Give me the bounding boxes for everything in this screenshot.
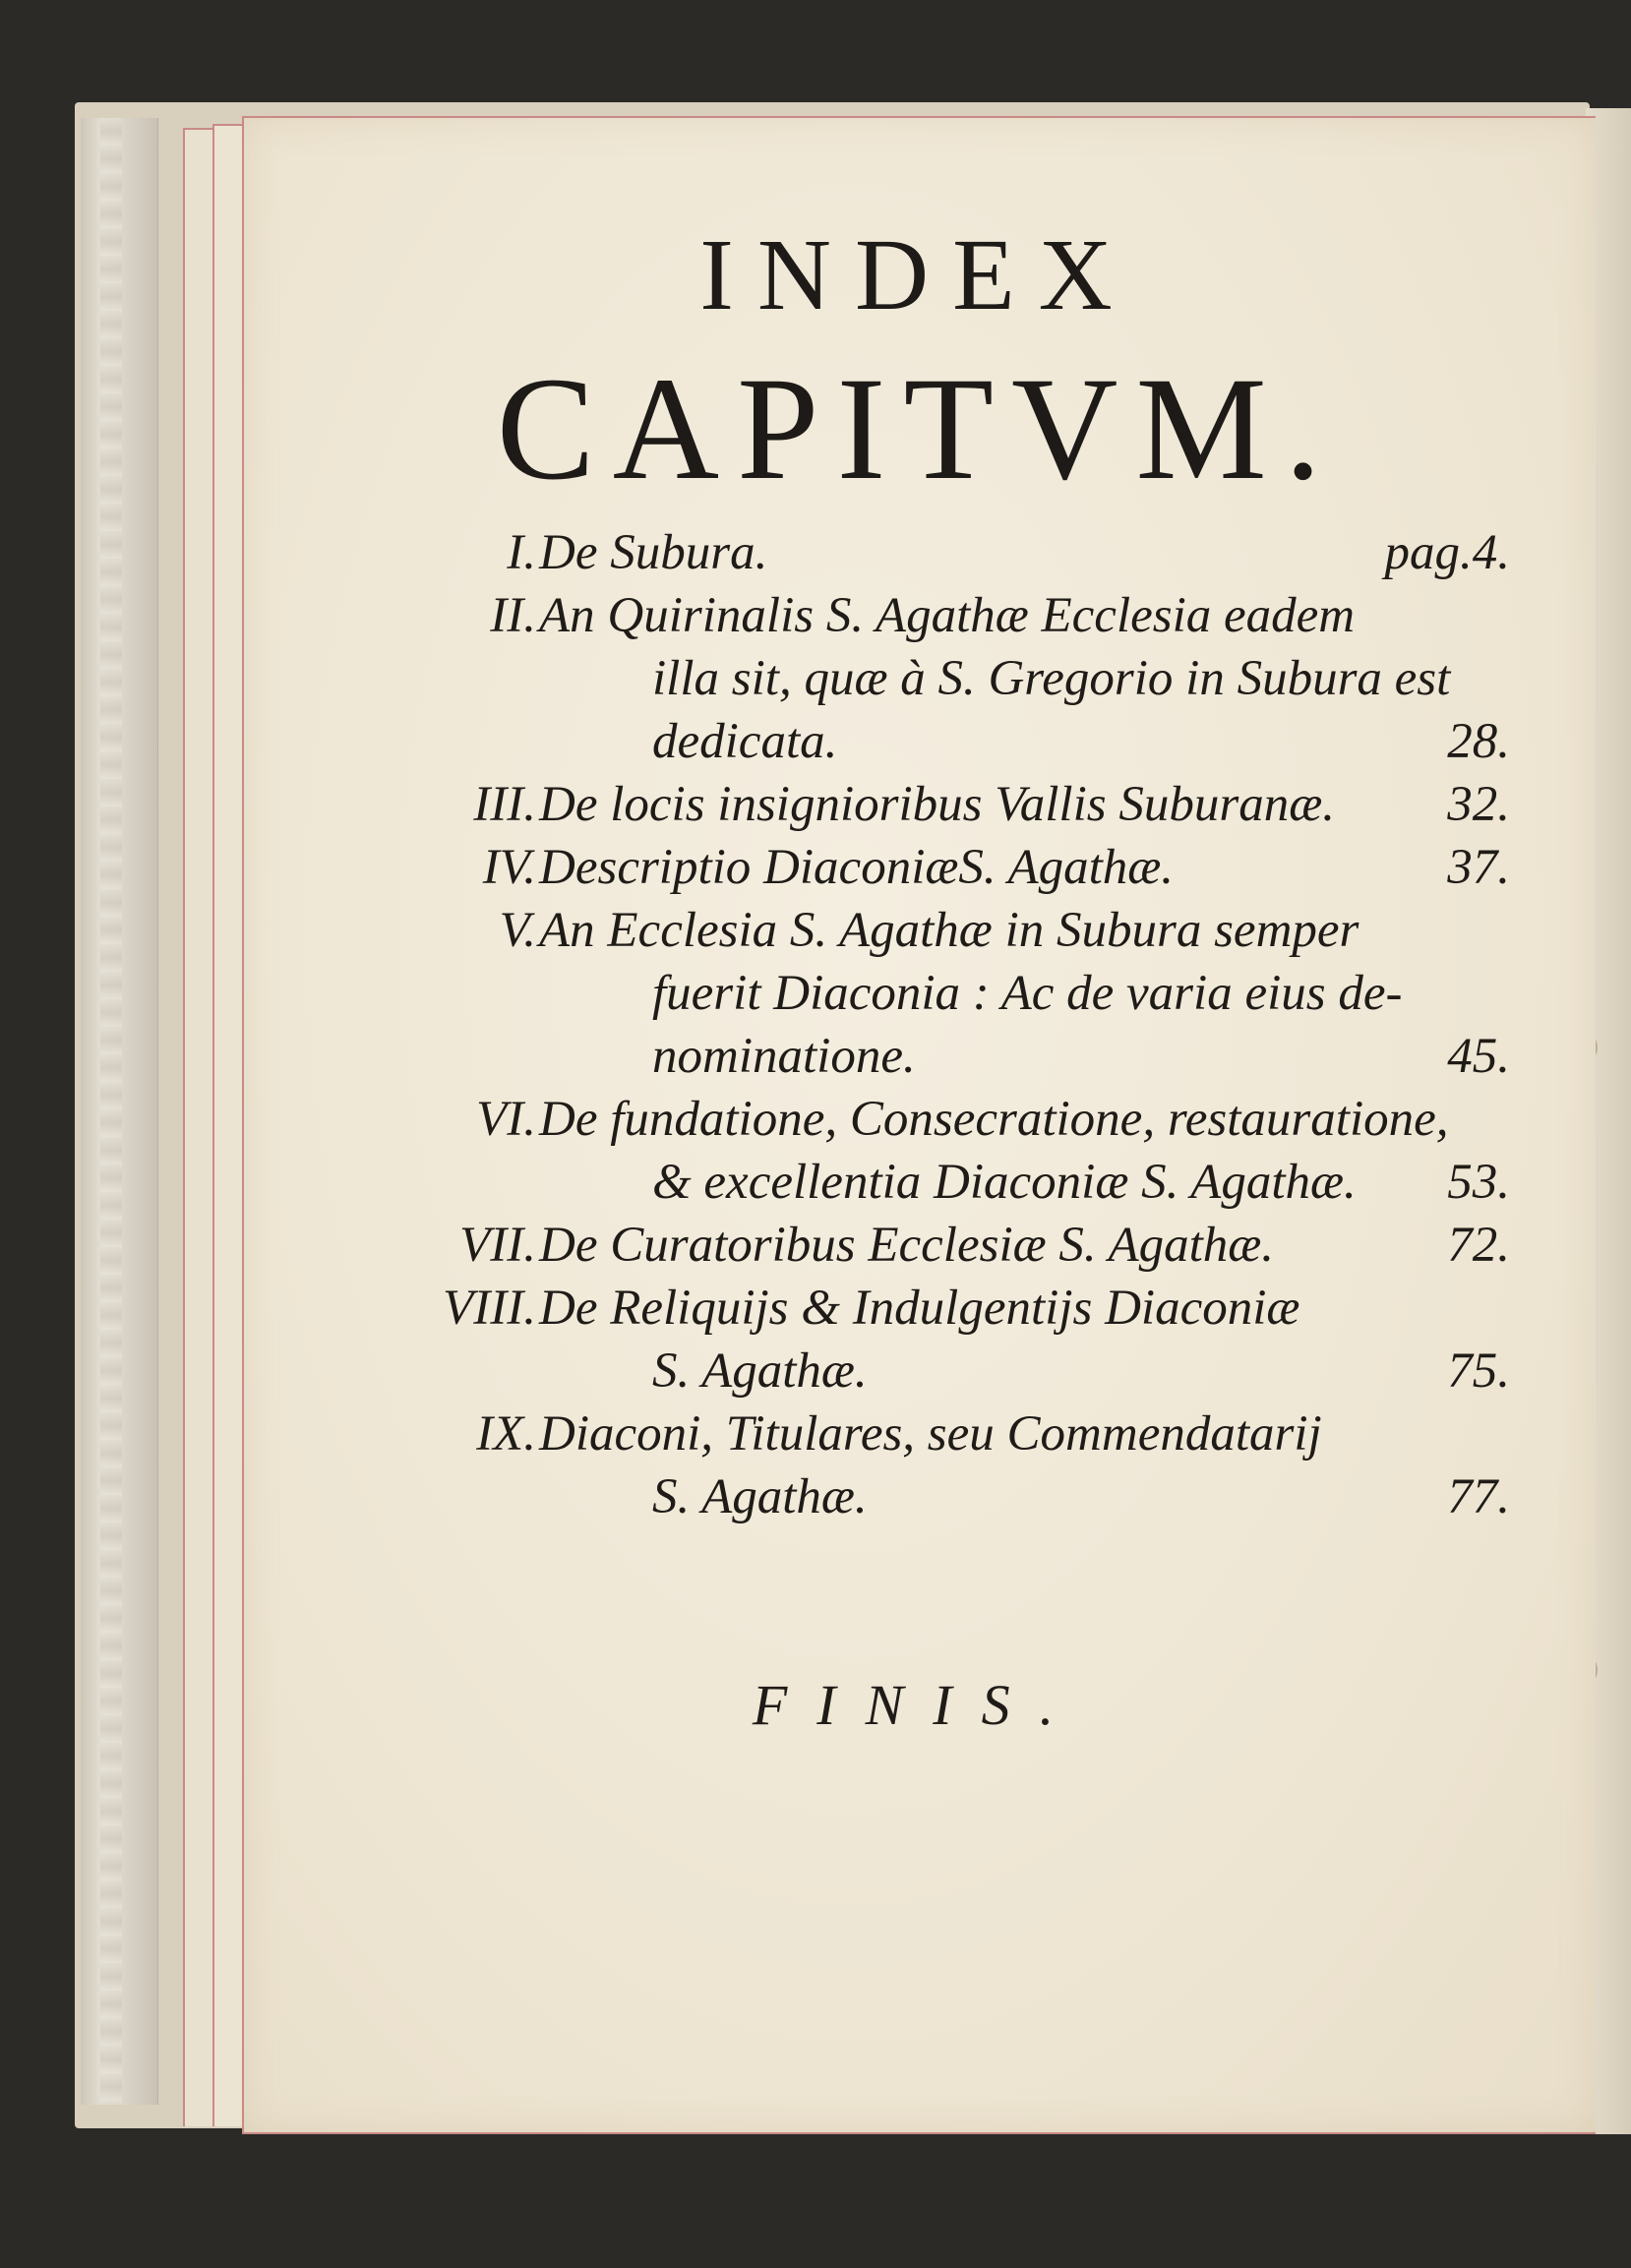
page-subtitle: CAPITVM. (496, 347, 1340, 510)
chapter-number: V. (499, 903, 536, 958)
chapter-title-line: An Quirinalis S. Agathæ Ecclesia eadem (539, 588, 1356, 643)
toc-line (423, 1403, 1510, 1465)
chapter-title-line: De fundatione, Consecratione, restauratione, (539, 1092, 1449, 1147)
chapter-title-line: illa sit, quæ à S. Gregorio in Subura est (652, 651, 1451, 706)
toc-line (423, 899, 1510, 962)
chapter-number: VI. (476, 1092, 536, 1147)
finis-text: FINIS. (752, 1673, 1084, 1737)
page-title: INDEX (699, 218, 1136, 331)
chapter-title-line: De Reliquijs & Indulgentijs Diaconiæ (539, 1281, 1300, 1336)
folded-spine-margin (81, 118, 158, 2105)
chapter-title-line: Diaconi, Titulares, seu Commendatarij (539, 1406, 1322, 1462)
chapter-title-line: De Subura. (539, 525, 768, 580)
chapter-title-line: fuerit Diaconia : Ac de varia eius de- (652, 966, 1403, 1021)
page-number: 37. (1447, 840, 1510, 895)
toc-line (423, 584, 1510, 647)
table-of-contents (423, 521, 1510, 1528)
chapter-title-line: S. Agathæ. (652, 1469, 868, 1524)
toc-line (423, 1277, 1510, 1340)
page-number: 72. (1447, 1218, 1510, 1273)
toc-line (423, 962, 1510, 1025)
page-number: 75. (1447, 1343, 1510, 1399)
toc-line (423, 1151, 1510, 1214)
chapter-title-line: De locis insignioribus Vallis Suburanæ. (539, 777, 1335, 832)
chapter-title-line: & excellentia Diaconiæ S. Agathæ. (652, 1155, 1357, 1210)
toc-line (423, 1088, 1510, 1151)
page-number: 32. (1447, 777, 1510, 832)
toc-line (423, 773, 1510, 836)
toc-line (423, 1465, 1510, 1528)
chapter-number: IV. (482, 840, 536, 895)
toc-line (423, 710, 1510, 773)
toc-line (423, 1340, 1510, 1403)
page-number: 77. (1447, 1469, 1510, 1524)
toc-line (423, 1025, 1510, 1088)
toc-line (423, 836, 1510, 899)
chapter-number: VIII. (443, 1281, 536, 1336)
chapter-number: IX. (476, 1406, 536, 1462)
page-number: 53. (1447, 1155, 1510, 1210)
page-number: pag.4. (1384, 525, 1510, 580)
chapter-number: III. (473, 777, 536, 832)
chapter-title-line: S. Agathæ. (652, 1343, 868, 1399)
page-number: 45. (1447, 1029, 1510, 1084)
toc-line (423, 521, 1510, 584)
chapter-number: II. (490, 588, 536, 643)
toc-line (423, 647, 1510, 710)
toc-line (423, 1214, 1510, 1277)
chapter-number: I. (507, 525, 536, 580)
page-number: 28. (1447, 714, 1510, 769)
chapter-title-line: dedicata. (652, 714, 838, 769)
chapter-title-line: De Curatoribus Ecclesiæ S. Agathæ. (539, 1218, 1275, 1273)
chapter-title-line: Descriptio DiaconiæS. Agathæ. (539, 840, 1175, 895)
chapter-title-line: An Ecclesia S. Agathæ in Subura semper (539, 903, 1359, 958)
chapter-title-line: nominatione. (652, 1029, 916, 1084)
chapter-number: VII. (459, 1218, 536, 1273)
